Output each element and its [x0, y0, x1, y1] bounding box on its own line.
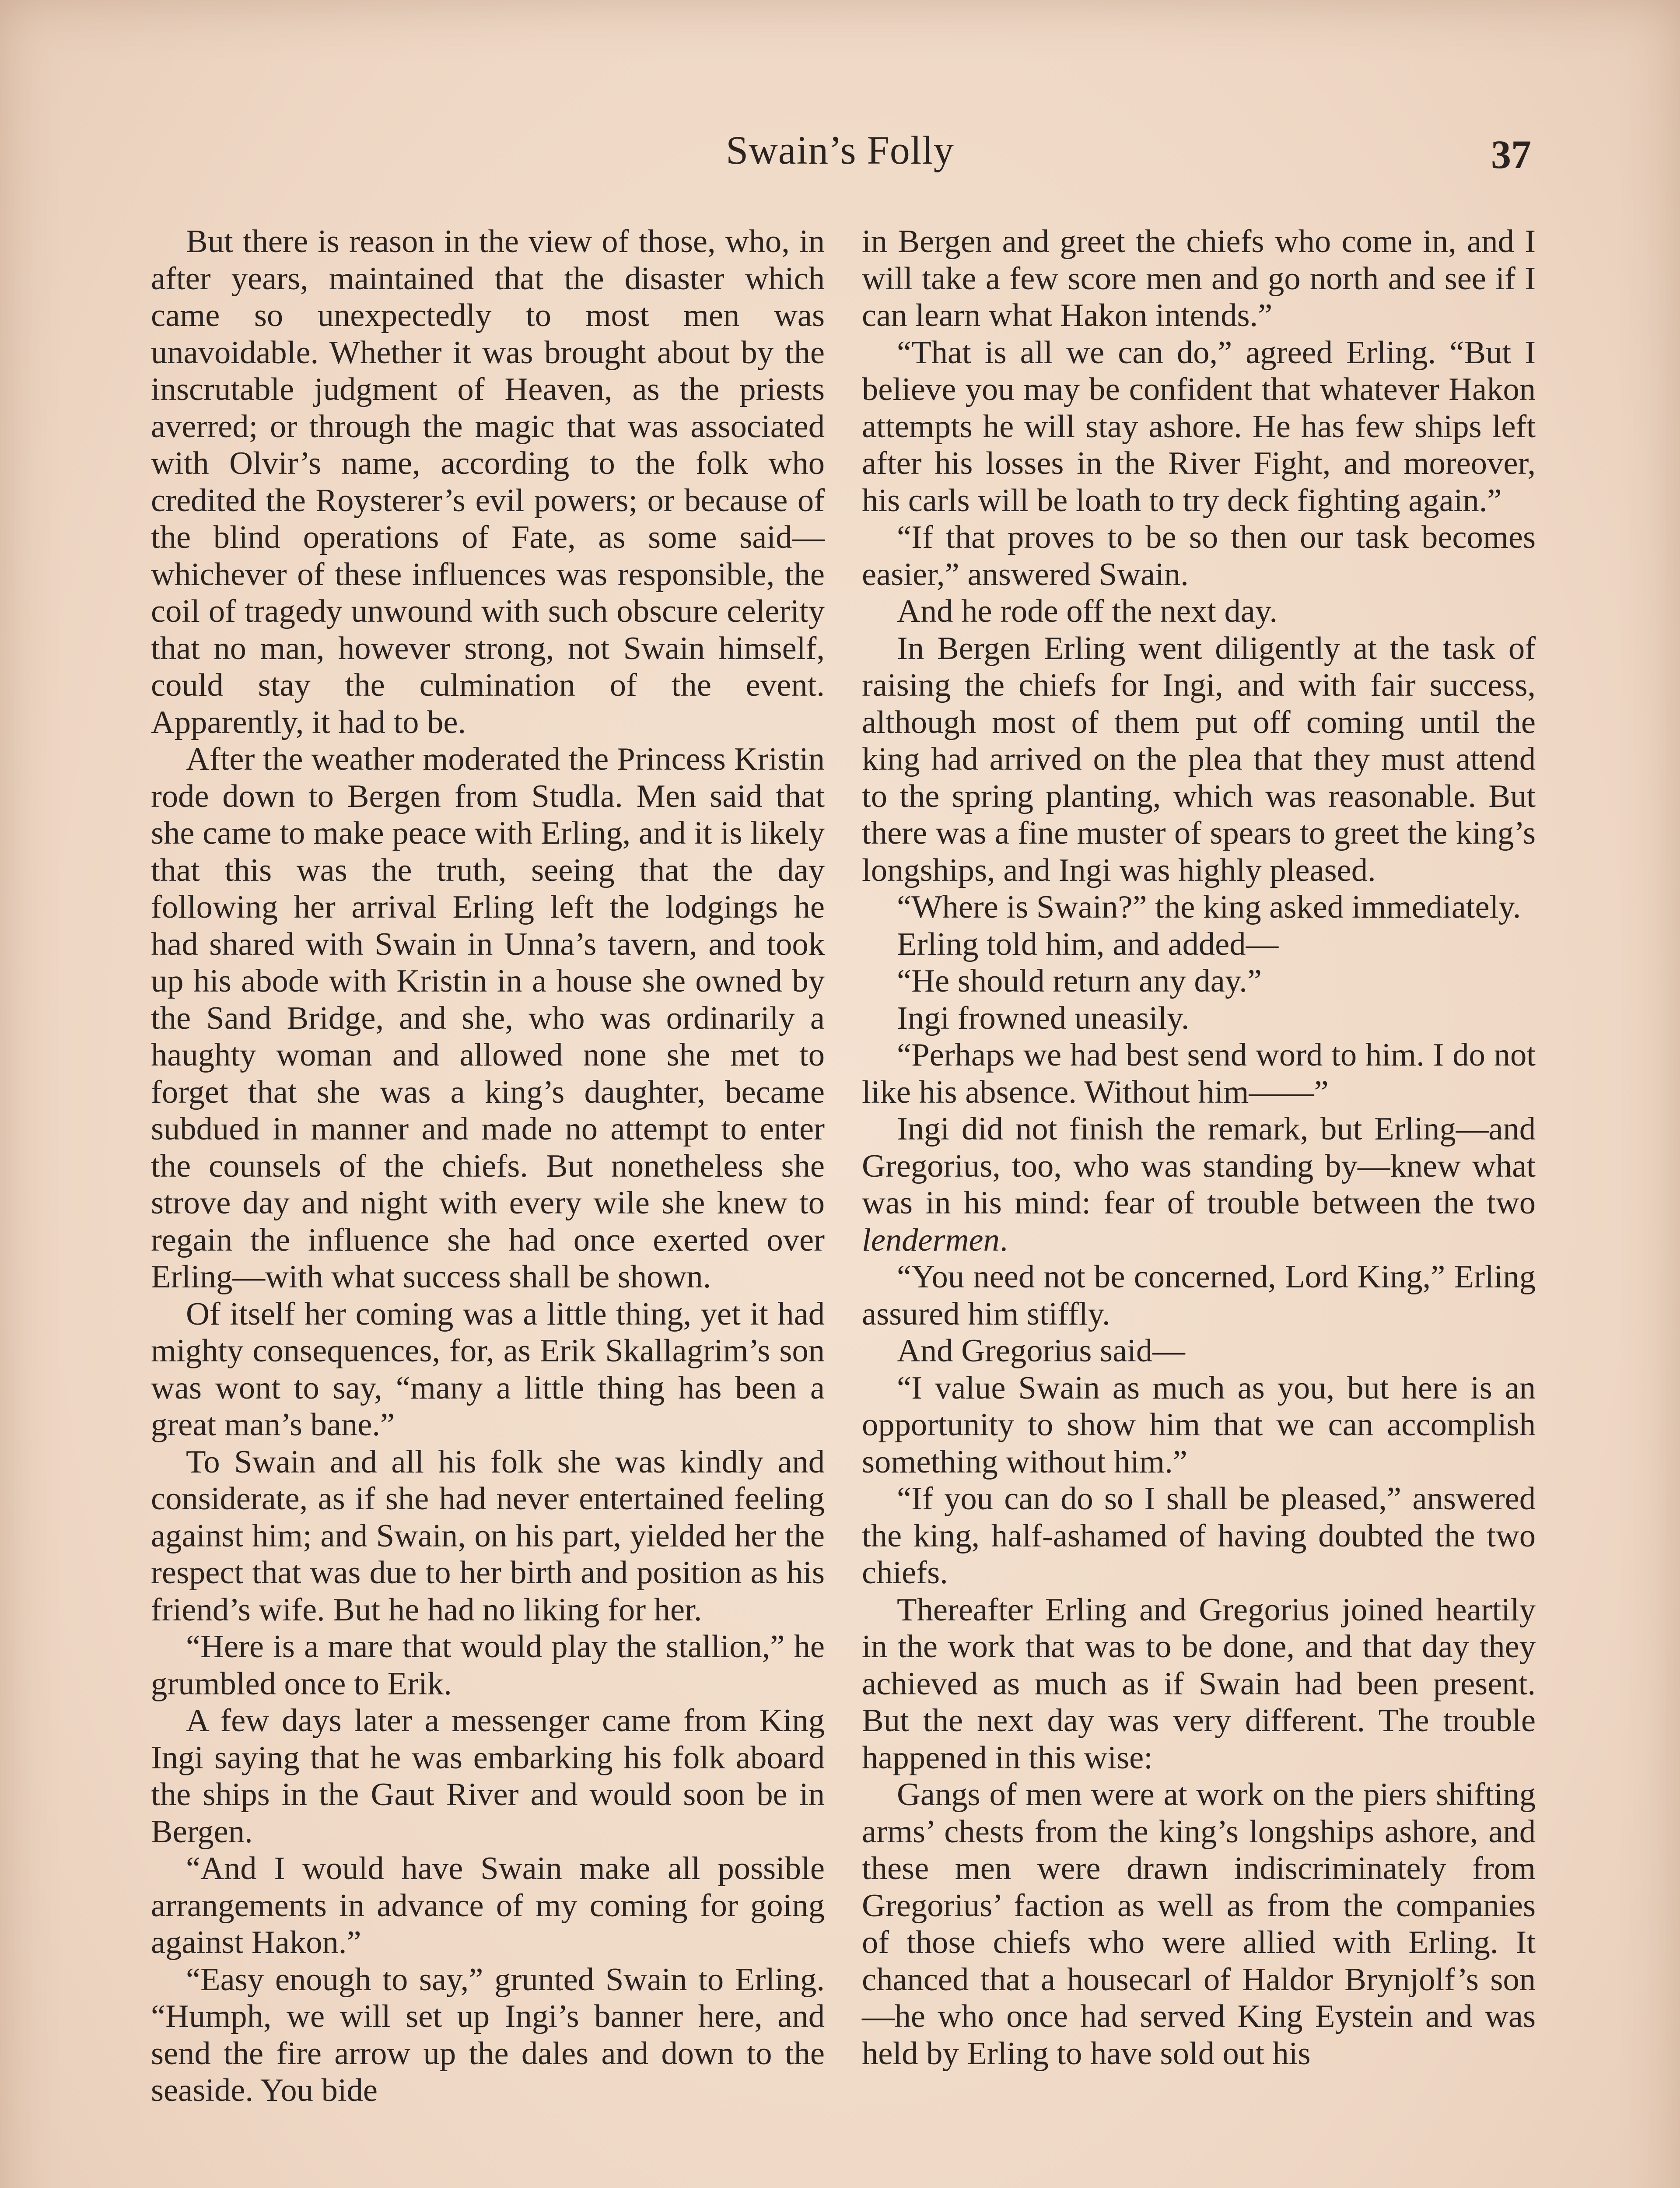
paragraph-text-end: .	[999, 1222, 1008, 1258]
paragraph	[862, 1111, 1536, 1259]
paragraph: But there is reason in the view of those, who, in after years, maintained that the disaster which came so unexpectedly to most men was unavoidable. Whether it was brought about by the inscrutable judgment of Heaven, as the priests averred; or through the magic that was associated with Olvir’s name, according to the folk who credited the Roysterer’s evil powers; or because of the blind operations of Fate, as some said—whichever of these influences was responsible, the coil of tragedy unwound with such obscure celerity that no man, however strong, not Swain himself, could stay the culmination of the event. Apparently, it had to be.	[151, 224, 825, 740]
paragraph: “If you can do so I shall be pleased,” answered the king, half-ashamed of having doubted the two chiefs.	[862, 1481, 1536, 1591]
running-head-title: Swain’s Folly	[726, 128, 954, 172]
paragraph: Of itself her coming was a little thing, yet it had mighty consequences, for, as Erik Skallagrim’s son was wont to say, “many a little thing has been a great man’s bane.”	[151, 1296, 825, 1443]
paragraph: After the weather moderated the Princess Kristin rode down to Bergen from Studla. Men said that she came to make peace with Erling, and it is likely that this was the truth, seeing that the day following her arrival Erling left the lodgings he had shared with Swain in Unna’s tavern, and took up his abode with Kristin in a house she owned by the Sand Bridge, and she, who was ordinarily a haughty woman and allowed none she met to forget that she was a king’s daughter, became subdued in manner and made no attempt to enter the counsels of the chiefs. But nonetheless she strove day and night with every wile she knew to regain the influence she had once exerted over Erling—with what success shall be shown.	[151, 741, 825, 1295]
paragraph: To Swain and all his folk she was kindly and considerate, as if she had never entertained feeling against him; and Swain, on his part, yielded her the respect that was due to her birth and position as his friend’s wife. But he had no liking for her.	[151, 1444, 825, 1628]
paragraph: In Bergen Erling went diligently at the task of raising the chiefs for Ingi, and with fair success, although most of them put off coming until the king had arrived on the plea that they must attend to the spring planting, which was reasonable. But there was a fine muster of spears to greet the king’s longships, and Ingi was highly pleased.	[862, 630, 1536, 888]
paragraph: “You need not be concerned, Lord King,” Erling assured him stiffly.	[862, 1259, 1536, 1332]
paragraph: “Here is a mare that would play the stallion,” he grumbled once to Erik.	[151, 1629, 825, 1702]
paragraph: Gangs of men were at work on the piers shifting arms’ chests from the king’s longships ashore, and these men were drawn indiscriminately from Gregorius’ faction as well as from the companies of those chiefs who were allied with Erling. It chanced that a housecarl of Haldor Brynjolf’s son—he who once had served King Eystein and was held by Erling to have sold out his	[862, 1777, 1536, 2072]
paragraph: Ingi frowned uneasily.	[897, 1000, 1190, 1036]
italic-word: lendermen	[862, 1222, 1000, 1258]
paragraph: “And I would have Swain make all possible arrangements in advance of my coming for going against Hakon.”	[151, 1851, 825, 1960]
paragraph: “I value Swain as much as you, but here is an opportunity to show him that we can accomplish something without him.”	[862, 1370, 1536, 1480]
right-text-column	[862, 223, 1536, 2072]
paragraph-text: Ingi did not finish the remark, but Erling—and Gregorius, too, who was standing by—knew what was in his mind: fear of trouble between the two	[862, 1111, 1536, 1221]
paragraph: And he rode off the next day.	[897, 593, 1278, 629]
paragraph: “He should return any day.”	[897, 963, 1262, 999]
paragraph: Erling told him, and added—	[897, 926, 1279, 962]
left-text-column	[151, 223, 825, 2109]
paragraph: And Gregorius said—	[897, 1333, 1185, 1369]
paragraph: “Easy enough to say,” grunted Swain to Erling. “Humph, we will set up Ingi’s banner here, and send the fire arrow up the dales and down to the seaside. You bide	[151, 1961, 825, 2108]
paragraph: A few days later a messenger came from King Ingi saying that he was embarking his folk aboard the ships in the Gaut River and would soon be in Bergen.	[151, 1703, 825, 1850]
paragraph: “That is all we can do,” agreed Erling. “But I believe you may be confident that whatever Hakon attempts he will stay ashore. He has few ships left after his losses in the River Fight, and moreover, his carls will be loath to try deck fighting again.”	[862, 334, 1536, 519]
continued-paragraph: in Bergen and greet the chiefs who come in, and I will take a few score men and go north and see if I can learn what Hakon intends.”	[862, 224, 1536, 333]
paragraph: “Perhaps we had best send word to him. I do not like his absence. Without him——”	[862, 1037, 1536, 1110]
paragraph: “If that proves to be so then our task becomes easier,” answered Swain.	[862, 519, 1536, 593]
paragraph: Thereafter Erling and Gregorius joined heartily in the work that was to be done, and that day they achieved as much as if Swain had been present. But the next day was very different. The trouble happened in this wise:	[862, 1592, 1536, 1776]
page-number: 37	[1491, 132, 1531, 177]
paragraph: “Where is Swain?” the king asked immediately.	[897, 889, 1521, 925]
